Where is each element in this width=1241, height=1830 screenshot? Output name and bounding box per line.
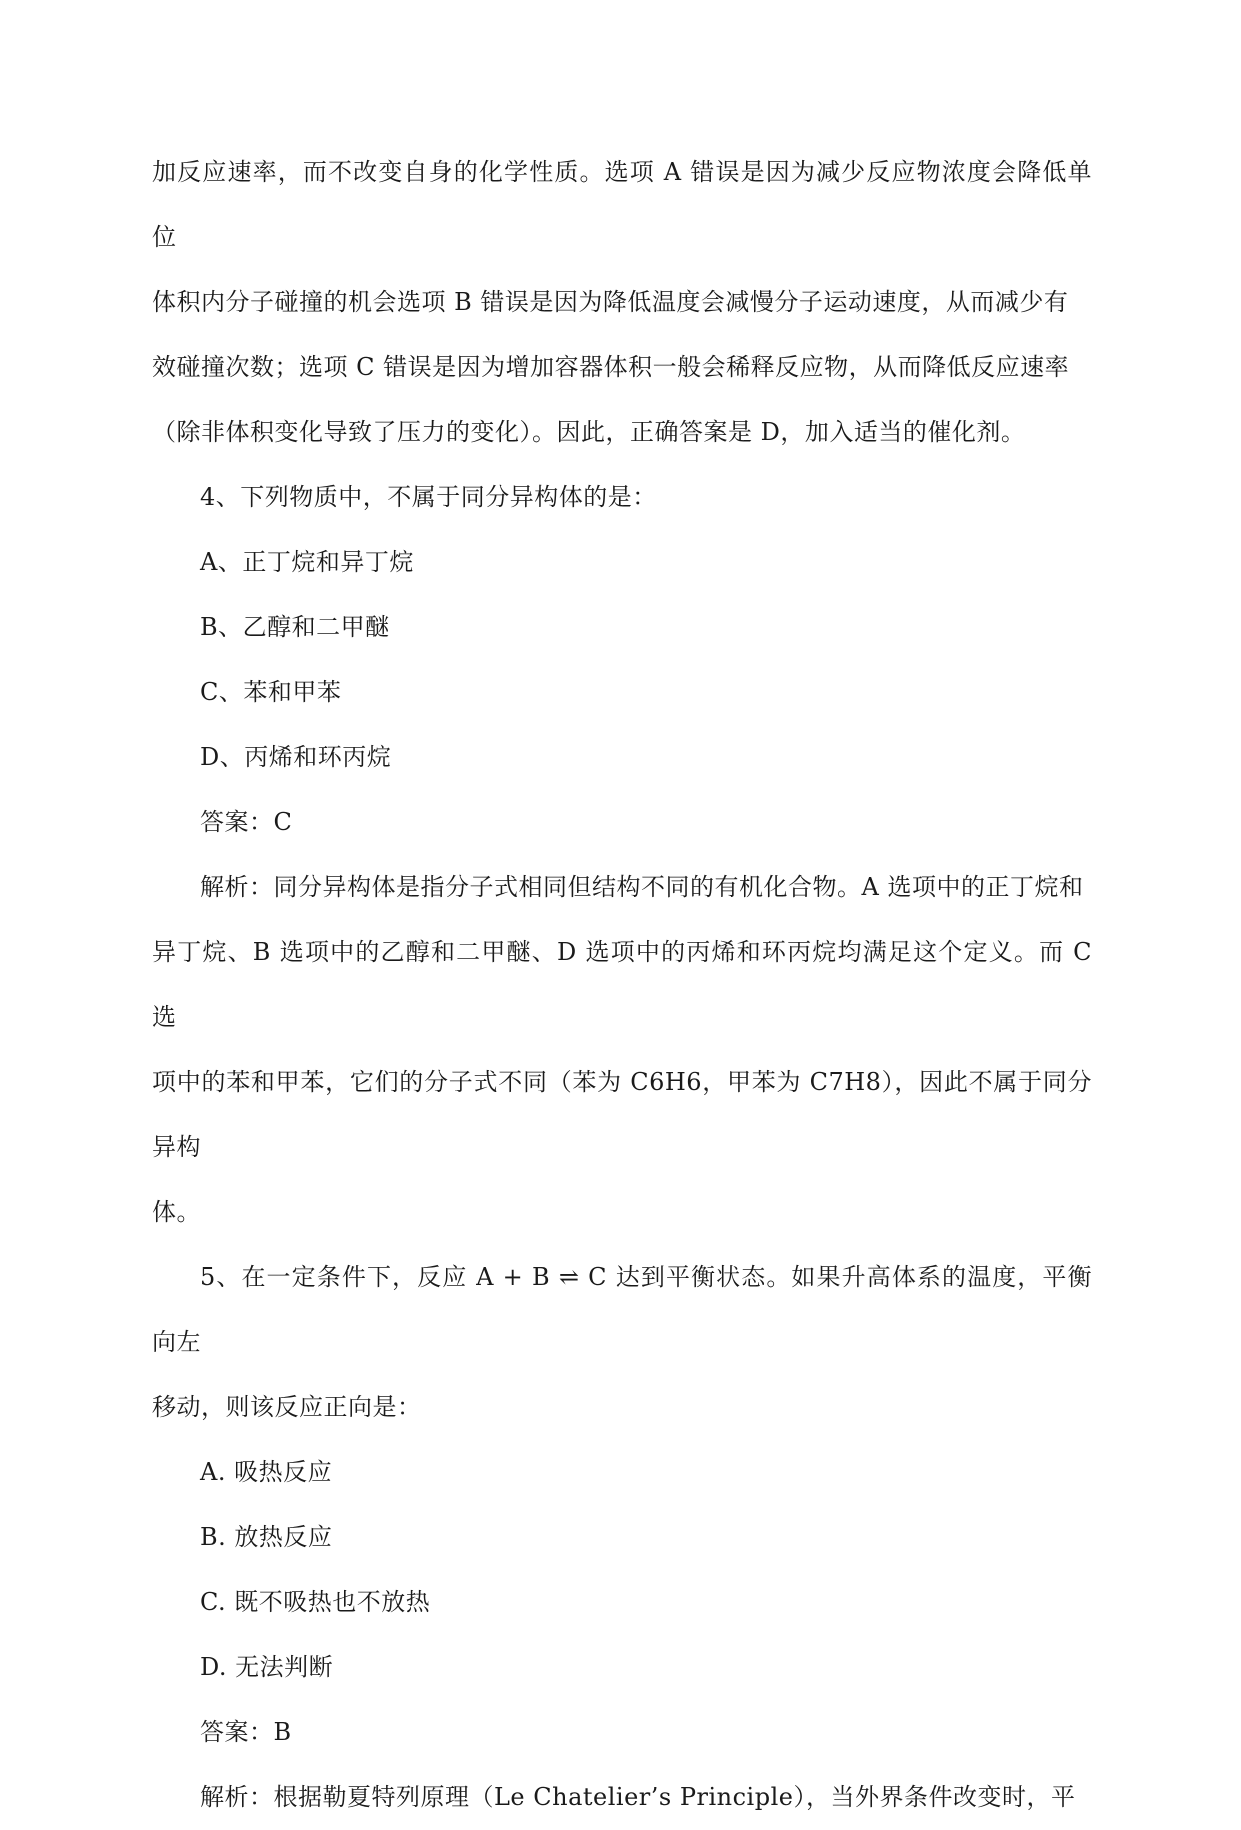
text-line: （除非体积变化导致了压力的变化）。因此，正确答案是 D，加入适当的催化剂。 <box>152 418 1026 446</box>
option-d: D. 无法判断 <box>200 1653 334 1681</box>
option-b: B、乙醇和二甲醚 <box>200 613 390 641</box>
answer: 答案：B <box>200 1718 292 1746</box>
analysis <box>152 855 1101 1245</box>
analysis-line: 解析：同分异构体是指分子式相同但结构不同的有机化合物。A 选项中的正丁烷和 <box>200 873 1084 901</box>
question-text: 5、在一定条件下，反应 A + B ⇌ C 达到平衡状态。如果升高体系的温度，平衡向左 <box>152 1263 1092 1356</box>
analysis-line: 体。 <box>152 1198 201 1226</box>
question-5 <box>152 1245 1092 1830</box>
analysis <box>152 1765 1092 1830</box>
analysis-line: 解析：根据勒夏特列原理（Le Chatelier’s Principle），当外界条件改变时，平 <box>200 1783 1076 1811</box>
question-text: 4、下列物质中，不属于同分异构体的是： <box>200 483 657 511</box>
question-4 <box>152 465 1101 1245</box>
previous-analysis-continuation <box>152 140 1092 465</box>
option-a: A. 吸热反应 <box>200 1458 333 1486</box>
option-c: C、苯和甲苯 <box>200 678 342 706</box>
option-c: C. 既不吸热也不放热 <box>200 1588 431 1616</box>
answer: 答案：C <box>200 808 293 836</box>
document-page <box>152 140 1101 1830</box>
analysis-line: 异丁烷、B 选项中的乙醇和二甲醚、D 选项中的丙烯和环丙烷均满足这个定义。而 C 选 <box>152 938 1101 1031</box>
text-line: 体积内分子碰撞的机会选项 B 错误是因为降低温度会减慢分子运动速度，从而减少有 <box>152 288 1069 316</box>
text-line: 效碰撞次数；选项 C 错误是因为增加容器体积一般会稀释反应物，从而降低反应速率 <box>152 353 1070 381</box>
text-line: 加反应速率，而不改变自身的化学性质。选项 A 错误是因为减少反应物浓度会降低单位 <box>152 158 1092 251</box>
option-a: A、正丁烷和异丁烷 <box>200 548 414 576</box>
analysis-line: 项中的苯和甲苯，它们的分子式不同（苯为 C6H6，甲苯为 C7H8），因此不属于同分异构 <box>152 1068 1092 1161</box>
question-text: 移动，则该反应正向是： <box>152 1393 422 1421</box>
option-b: B. 放热反应 <box>200 1523 333 1551</box>
option-d: D、丙烯和环丙烷 <box>200 743 392 771</box>
